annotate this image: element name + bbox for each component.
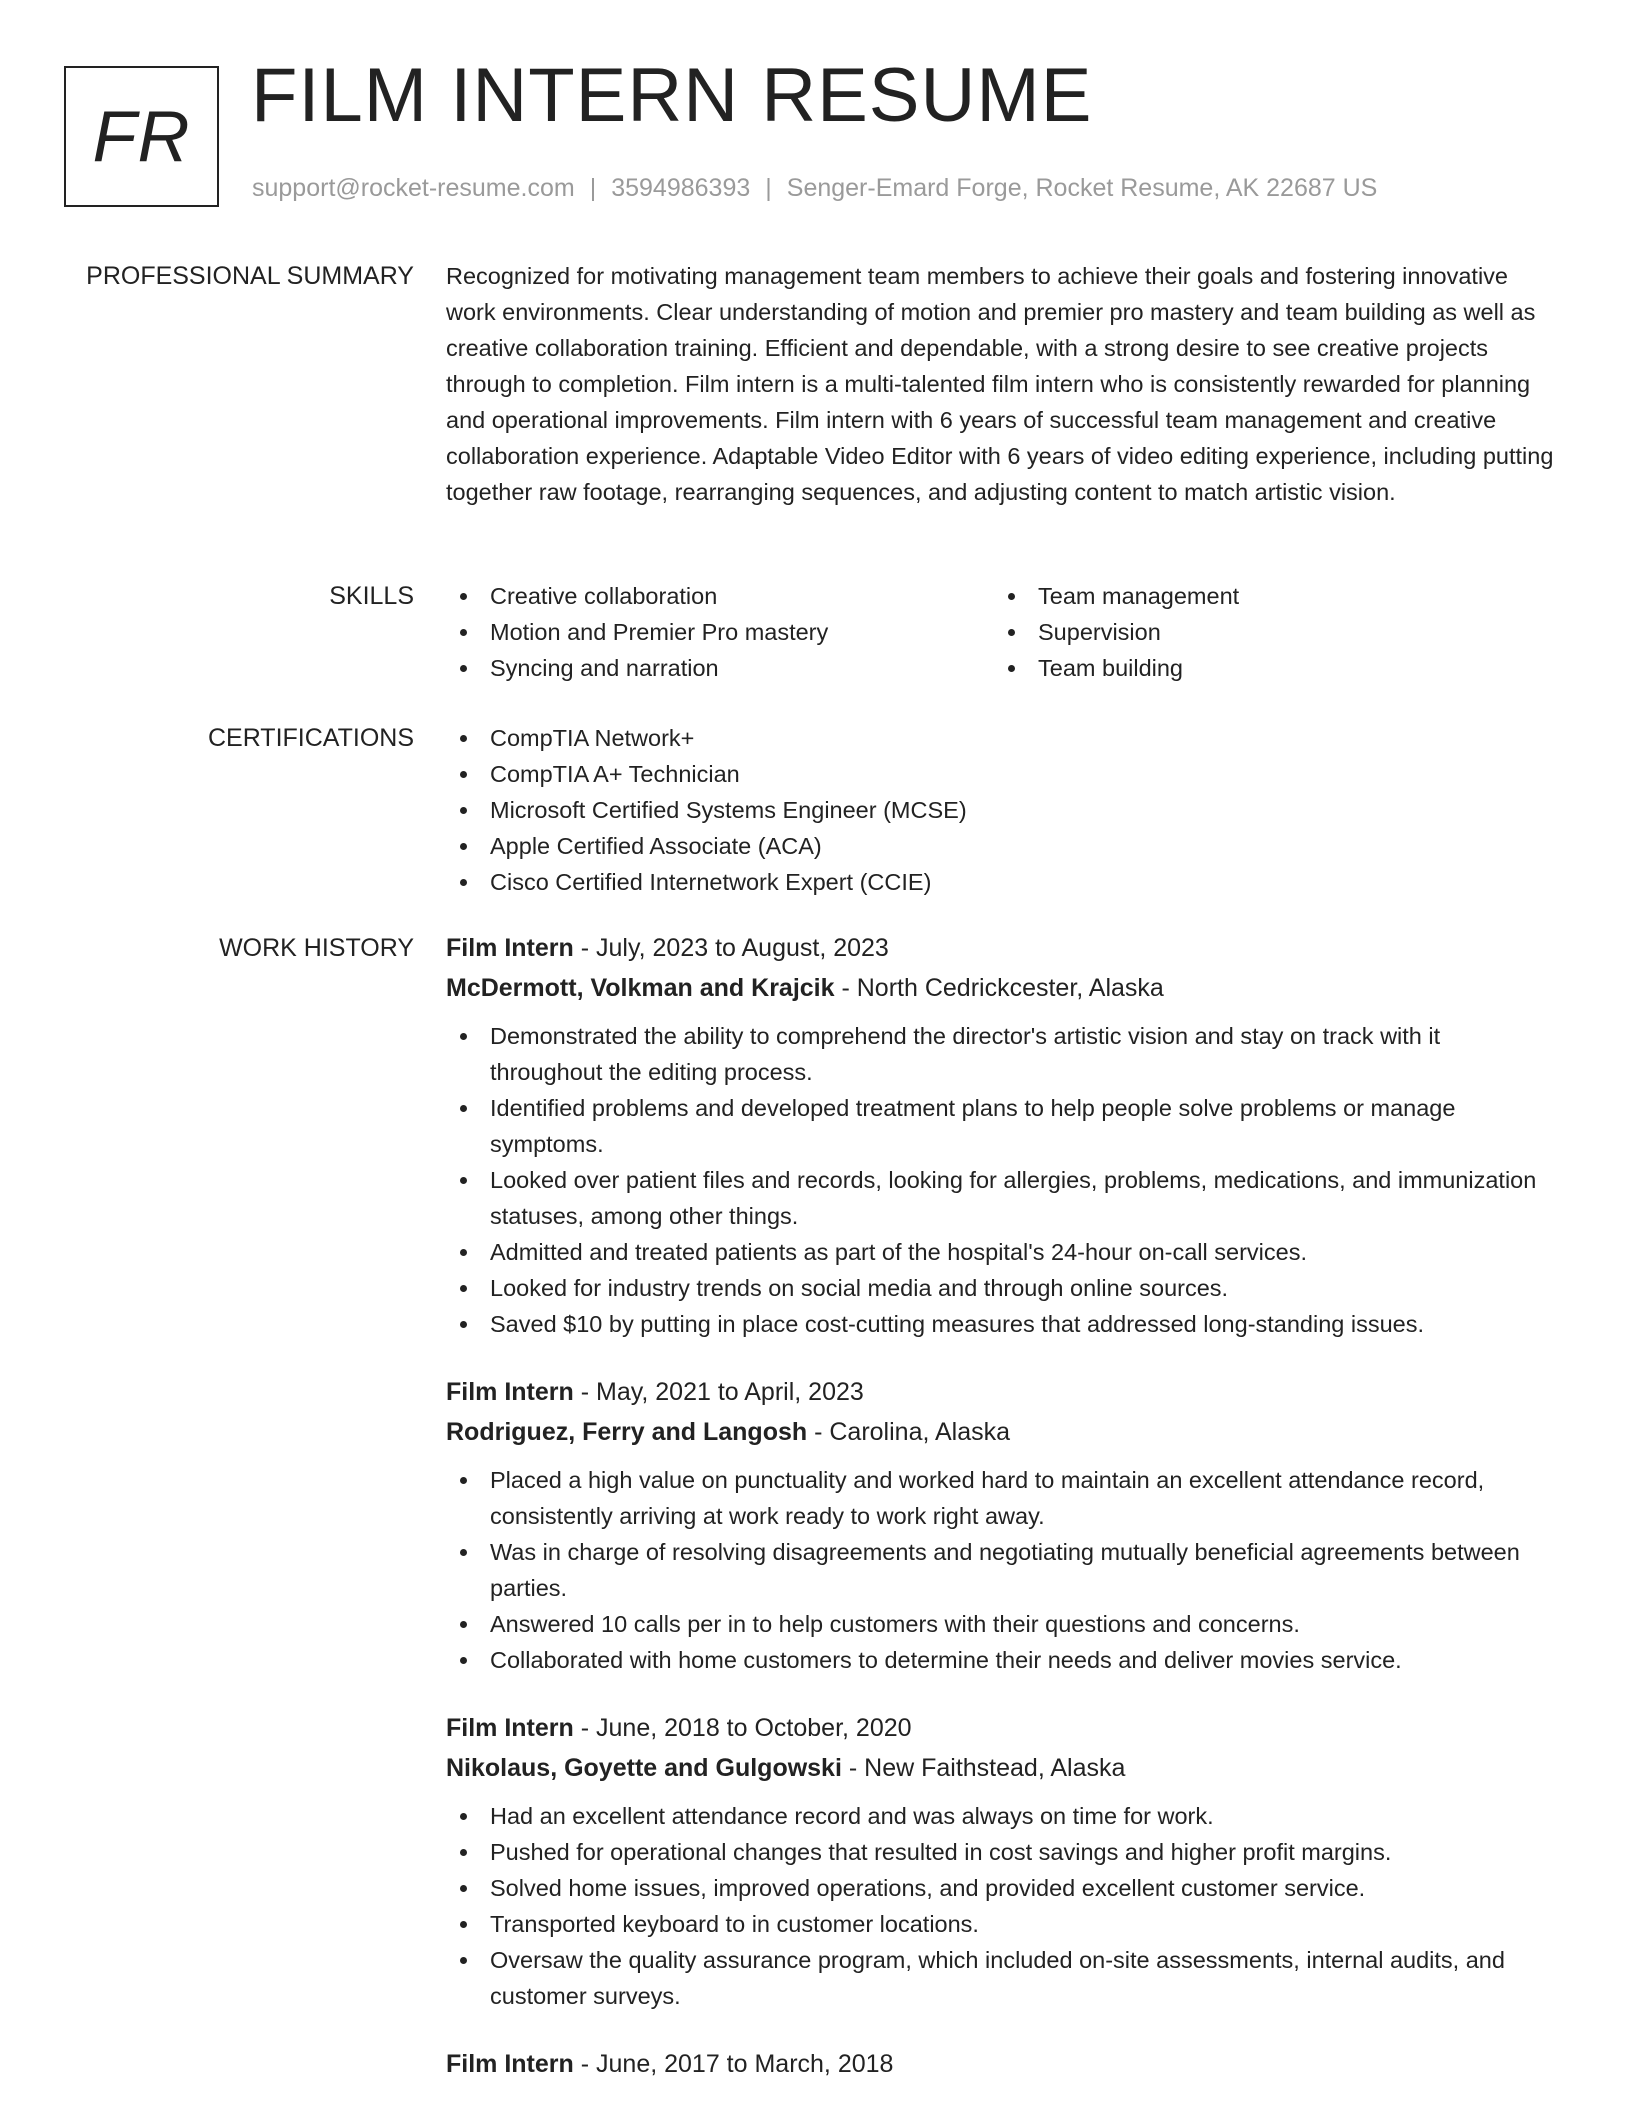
- certification-item: Microsoft Certified Systems Engineer (MCSE): [446, 792, 1558, 828]
- skills-list-right: [994, 578, 1542, 686]
- contact-line: [252, 176, 1377, 201]
- skill-item: Team building: [994, 650, 1542, 686]
- contact-address: Senger-Emard Forge, Rocket Resume, AK 22687 US: [786, 174, 1378, 202]
- job-title: Film Intern: [446, 1378, 574, 1406]
- section-label-summary: PROFESSIONAL SUMMARY: [86, 262, 414, 290]
- skills-body: [446, 578, 1558, 686]
- monogram-box: [64, 66, 219, 207]
- job-title-line: [446, 1372, 1558, 1412]
- job-dates: - June, 2017 to March, 2018: [573, 2050, 894, 2078]
- job-duty: Was in charge of resolving disagreements and negotiating mutually beneficial agreements between parties.: [446, 1534, 1558, 1606]
- section-label-work-history: WORK HISTORY: [219, 934, 414, 962]
- contact-email: support@rocket-resume.com: [252, 174, 575, 202]
- certifications-list: [446, 720, 1558, 900]
- work-history-body: [446, 928, 1558, 2114]
- job-title-line: [446, 928, 1558, 968]
- job-duty: Oversaw the quality assurance program, which included on-site assessments, internal audits, and customer surveys.: [446, 1942, 1558, 2014]
- summary-text: Recognized for motivating management team members to achieve their goals and fostering innovative work environments. Clear understanding of motion and premier pro mastery and team building as well as creative collaboration training. Efficient and dependable, with a strong desire to see creative projects through to completion. Film intern is a multi-talented film intern who is consistently rewarded for planning and operational improvements. Film intern with 6 years of successful team management and creative collaboration experience. Adaptable Video Editor with 6 years of video editing experience, including putting together raw footage, rearranging sequences, and adjusting content to match artistic vision.: [446, 263, 1554, 505]
- skills-grid: [446, 578, 1558, 686]
- job-title: Film Intern: [446, 2050, 574, 2078]
- job-title: Film Intern: [446, 1714, 574, 1742]
- job-entry: [446, 1708, 1558, 2014]
- job-entry: [446, 1372, 1558, 1678]
- job-location: - Carolina, Alaska: [807, 1418, 1011, 1446]
- job-duty: Transported keyboard to in customer locations.: [446, 1906, 1558, 1942]
- job-duties: [446, 1462, 1558, 1678]
- section-label-skills: SKILLS: [329, 582, 414, 610]
- job-dates: - July, 2023 to August, 2023: [573, 934, 889, 962]
- job-company-line: [446, 1748, 1558, 1788]
- job-entry: [446, 928, 1558, 1342]
- certifications-body: [446, 720, 1558, 900]
- certification-item: CompTIA Network+: [446, 720, 1558, 756]
- job-duty: Identified problems and developed treatment plans to help people solve problems or manage symptoms.: [446, 1090, 1558, 1162]
- resume-title: FILM INTERN RESUME: [251, 53, 1093, 138]
- job-company: McDermott, Volkman and Krajcik: [446, 974, 835, 1002]
- certification-item: Apple Certified Associate (ACA): [446, 828, 1558, 864]
- job-duties: [446, 1018, 1558, 1342]
- job-duty: Had an excellent attendance record and was always on time for work.: [446, 1798, 1558, 1834]
- job-duty: Answered 10 calls per in to help customers with their questions and concerns.: [446, 1606, 1558, 1642]
- skill-item: Team management: [994, 578, 1542, 614]
- job-duty: Collaborated with home customers to determine their needs and deliver movies service.: [446, 1642, 1558, 1678]
- job-location: - New Faithstead, Alaska: [841, 1754, 1126, 1782]
- job-duty: Placed a high value on punctuality and worked hard to maintain an excellent attendance record, consistently arriving at work ready to work right away.: [446, 1462, 1558, 1534]
- job-duties: [446, 1798, 1558, 2014]
- section-label-certifications: CERTIFICATIONS: [207, 724, 414, 752]
- job-company-line: [446, 968, 1558, 1008]
- certification-item: Cisco Certified Internetwork Expert (CCIE): [446, 864, 1558, 900]
- summary-body: [446, 258, 1558, 510]
- job-duty: Looked for industry trends on social media and through online sources.: [446, 1270, 1558, 1306]
- skill-item: Supervision: [994, 614, 1542, 650]
- job-duty: Solved home issues, improved operations, and provided excellent customer service.: [446, 1870, 1558, 1906]
- skill-item: Creative collaboration: [446, 578, 994, 614]
- job-duty: Looked over patient files and records, looking for allergies, problems, medications, and immunization statuses, among other things.: [446, 1162, 1558, 1234]
- certification-item: CompTIA A+ Technician: [446, 756, 1558, 792]
- job-title-line: [446, 2044, 1558, 2084]
- skill-item: Syncing and narration: [446, 650, 994, 686]
- job-title: Film Intern: [446, 934, 574, 962]
- job-title-line: [446, 1708, 1558, 1748]
- job-company-line: [446, 1412, 1558, 1452]
- job-duty: Admitted and treated patients as part of the hospital's 24-hour on-call services.: [446, 1234, 1558, 1270]
- job-duty: Saved $10 by putting in place cost-cutting measures that addressed long-standing issues.: [446, 1306, 1558, 1342]
- monogram-initials: FR: [92, 96, 191, 177]
- contact-separator: |: [589, 174, 597, 202]
- job-duty: Demonstrated the ability to comprehend the director's artistic vision and stay on track with it throughout the editing process.: [446, 1018, 1558, 1090]
- contact-phone: 3594986393: [611, 174, 751, 202]
- job-company: Nikolaus, Goyette and Gulgowski: [446, 1754, 842, 1782]
- job-company: Rodriguez, Ferry and Langosh: [446, 1418, 808, 1446]
- skills-list-left: [446, 578, 994, 686]
- contact-separator: |: [765, 174, 772, 202]
- job-dates: - May, 2021 to April, 2023: [573, 1378, 864, 1406]
- skill-item: Motion and Premier Pro mastery: [446, 614, 994, 650]
- job-entry: [446, 2044, 1558, 2084]
- job-location: - North Cedrickcester, Alaska: [834, 974, 1164, 1002]
- job-dates: - June, 2018 to October, 2020: [573, 1714, 912, 1742]
- job-duty: Pushed for operational changes that resulted in cost savings and higher profit margins.: [446, 1834, 1558, 1870]
